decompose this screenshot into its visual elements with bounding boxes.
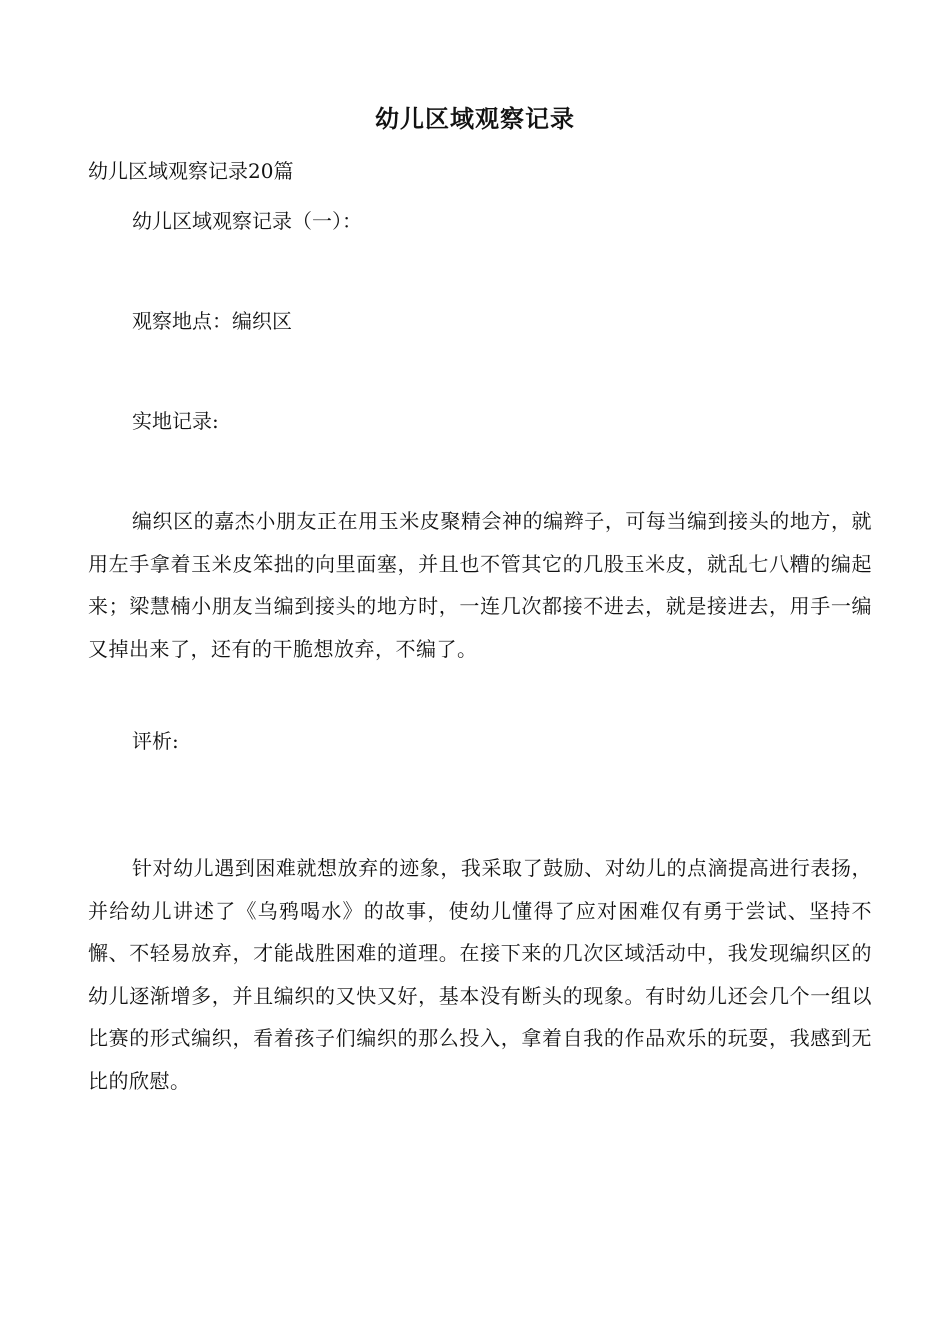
record-paragraph: 编织区的嘉杰小朋友正在用玉米皮聚精会神的编辫子，可每当编到接头的地方，就用左手拿着玉米皮笨拙的向里面塞，并且也不管其它的几股玉米皮，就乱七八糟的编起来；梁慧楠小朋友当编到接头的地方时，一连几次都接不进去，就是接进去，用手一编又掉出来了，还有的干脆想放弃，不编了。 xyxy=(88,509,872,661)
document-subtitle: 幼儿区域观察记录20篇 xyxy=(88,159,294,183)
document-title: 幼儿区域观察记录 xyxy=(375,104,575,133)
analysis-label: 评析: xyxy=(132,729,179,753)
section-heading: 幼儿区域观察记录（一）： xyxy=(132,209,362,233)
record-label: 实地记录: xyxy=(132,409,219,433)
location-line: 观察地点：编织区 xyxy=(132,309,292,333)
analysis-paragraph: 针对幼儿遇到困难就想放弃的迹象，我采取了鼓励、对幼儿的点滴提高进行表扬，并给幼儿讲述了《乌鸦喝水》的故事，使幼儿懂得了应对困难仅有勇于尝试、坚持不懈、不轻易放弃，才能战胜困难的道理。在接下来的几次区域活动中，我发现编织区的幼儿逐渐增多，并且编织的又快又好，基本没有断头的现象。有时幼儿还会几个一组以比赛的形式编织，看着孩子们编织的那么投入，拿着自我的作品欢乐的玩耍，我感到无比的欣慰。 xyxy=(88,856,872,1093)
